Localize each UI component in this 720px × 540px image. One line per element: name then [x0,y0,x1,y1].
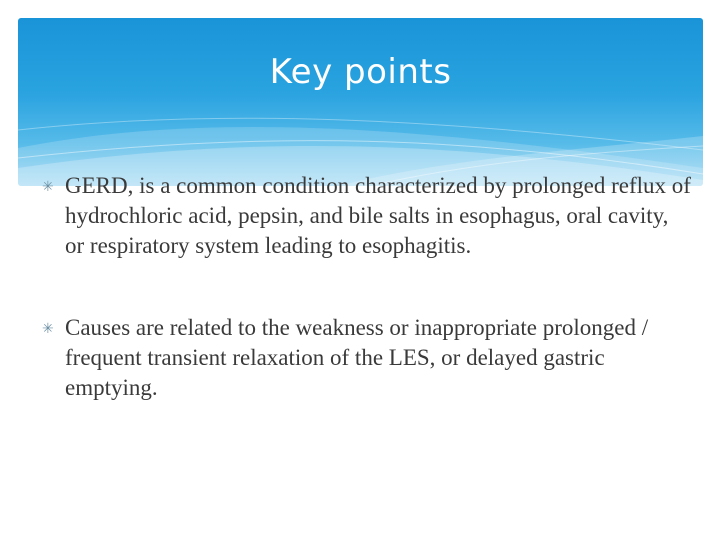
asterisk-icon: ✳ [42,321,54,337]
asterisk-icon: ✳ [42,179,54,195]
title-banner [18,18,703,186]
bullet-item-gerd-definition [42,171,692,261]
bullet-list [42,171,692,403]
banner-wave-decoration [18,18,703,186]
bullet-item-gerd-causes [42,313,692,403]
slide-title: Key points [269,52,452,92]
bullet-text: GERD, is a common condition characterized by prolonged reflux of hydrochloric acid, pepsin, and bile salts in esophagus, oral cavity, or respiratory system leading to esophagitis. [65,173,691,258]
bullet-text: Causes are related to the weakness or inappropriate prolonged / frequent transient relaxation of the LES, or delayed gastric emptying. [65,315,649,400]
